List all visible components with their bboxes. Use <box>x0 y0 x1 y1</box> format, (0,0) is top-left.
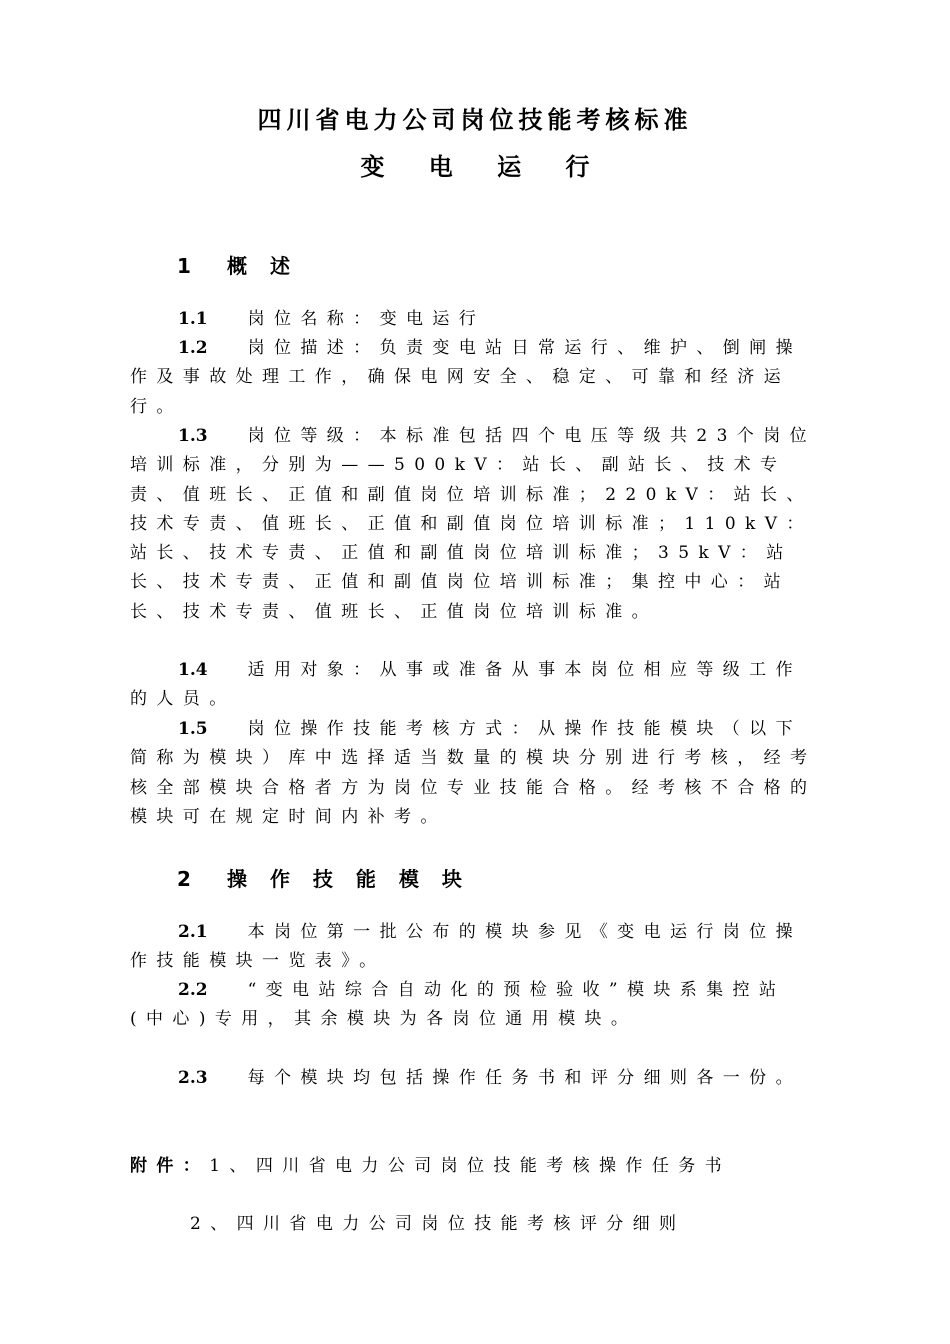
document-subtitle: 变 电 运 行 <box>360 153 608 181</box>
paragraph-2-2 <box>130 976 820 1035</box>
paragraph-number: 1.5 <box>178 719 208 739</box>
attachment-item-1: 1、四川省电力公司岗位技能考核操作任务书 <box>209 1156 732 1176</box>
paragraph-number: 1.4 <box>178 660 208 680</box>
section-title: 概 述 <box>227 254 298 278</box>
paragraph-text: 岗位操作技能考核方式：从操作技能模块（以下简称为模块）库中选择适当数量的模块分别进行考核，经考核全部模块合格者方为岗位专业技能合格。经考核不合格的模块可在规定时间内补考。 <box>130 719 817 827</box>
attachment-item-2: 2、四川省电力公司岗位技能考核评分细则 <box>190 1214 686 1234</box>
section-heading-1 <box>177 250 298 279</box>
paragraph-number: 2.1 <box>178 922 208 942</box>
paragraph-text: 岗位名称：变电运行 <box>247 309 486 329</box>
attachment-item-2-line <box>190 1210 830 1239</box>
document-title: 四川省电力公司岗位技能考核标准 <box>257 106 693 134</box>
paragraph-text: 本岗位第一批公布的模块参见《变电运行岗位操作技能模块一览表》。 <box>130 922 802 972</box>
paragraph-2-1 <box>130 918 820 977</box>
paragraph-text: 岗位等级：本标准包括四个电压等级共23个岗位培训标准，分别为——500kV：站长、副站长、技术专责、值班长、正值和副值岗位培训标准；220kV：站长、技术专责、值班长、正值和副值岗位培训标准；110kV：站长、技术专责、正值和副值岗位培训标准；35kV：站长、技术专责、正值和副值岗位培训标准；集控中心：站长、技术专责、值班长、正值岗位培训标准。 <box>130 426 817 622</box>
paragraph-1-4 <box>130 656 820 715</box>
paragraph-number: 1.2 <box>178 338 208 358</box>
section-number: 1 <box>177 254 191 278</box>
paragraph-1-1 <box>130 305 820 334</box>
section-heading-2 <box>177 863 470 892</box>
paragraph-2-3 <box>130 1064 820 1093</box>
section-number: 2 <box>177 867 191 891</box>
paragraph-text: 每个模块均包括操作任务书和评分细则各一份。 <box>247 1068 802 1088</box>
paragraph-number: 2.2 <box>178 980 208 1000</box>
attachments <box>130 1152 820 1181</box>
paragraph-text: 适用对象：从事或准备从事本岗位相应等级工作的人员。 <box>130 660 802 710</box>
paragraph-text: “变电站综合自动化的预检验收”模块系集控站(中心)专用，其余模块为各岗位通用模块。 <box>130 980 786 1030</box>
paragraph-text: 岗位描述：负责变电站日常运行、维护、倒闸操作及事故处理工作，确保电网安全、稳定、可靠和经济运行。 <box>130 338 802 417</box>
section-title: 操 作 技 能 模 块 <box>227 867 470 891</box>
paragraph-1-5 <box>130 715 820 832</box>
attachments-label: 附件： <box>130 1156 210 1176</box>
paragraph-number: 2.3 <box>178 1068 208 1088</box>
paragraph-number: 1.3 <box>178 426 208 446</box>
paragraph-1-3 <box>130 422 820 627</box>
paragraph-1-2 <box>130 334 820 422</box>
paragraph-number: 1.1 <box>178 309 208 329</box>
